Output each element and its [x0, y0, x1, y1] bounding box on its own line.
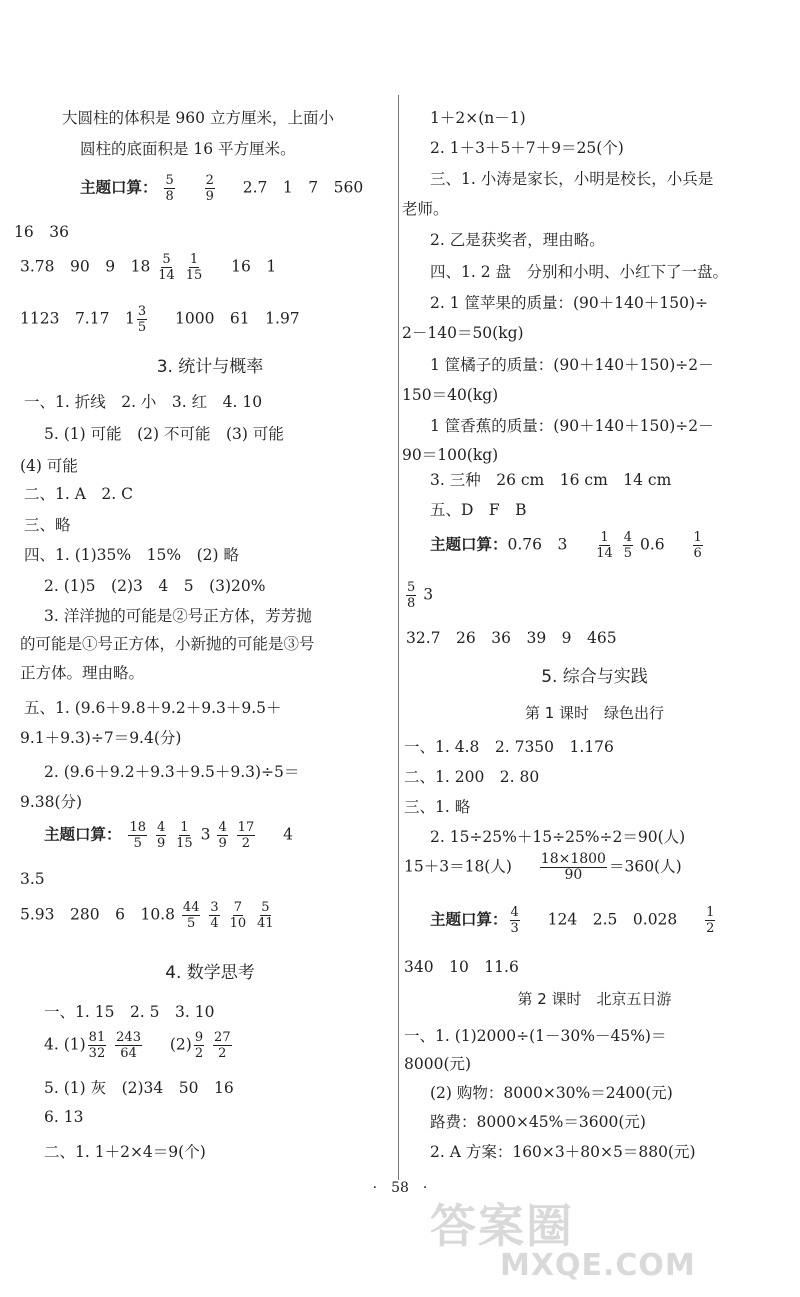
mental-math-line	[430, 530, 705, 561]
mental-math-line	[20, 304, 300, 335]
text-line: 2. (9.6＋9.2＋9.3＋9.5＋9.3)÷5＝	[44, 763, 300, 781]
fraction: $\frac{1}{15}$	[185, 252, 203, 283]
fraction: $\frac{243}{64}$	[116, 1030, 141, 1061]
text-line: 16 36	[14, 223, 69, 241]
mental-math-line	[430, 905, 717, 936]
text-line: 2. 15÷25%＋15÷25%÷2＝90(人)	[430, 828, 686, 846]
text-line: 1＋2×(n－1)	[430, 109, 526, 127]
answer-values: 3.78 90 9 18	[20, 257, 151, 276]
text-line: 9.1＋9.3)÷7＝9.4(分)	[20, 729, 182, 747]
section-title: 4. 数学思考	[165, 963, 255, 983]
section-title: 5. 综合与实践	[541, 667, 648, 687]
text-line: 正方体。理由略。	[20, 664, 145, 682]
text-line: 一、1. 折线 2. 小 3. 红 4. 10	[24, 393, 263, 411]
answer-values: 1123 7.17 1	[20, 309, 135, 328]
text-line: 90＝100(kg)	[402, 446, 499, 464]
text-line: 三、1. 略	[404, 798, 471, 816]
text-line: (2) 购物：8000×30%＝2400(元)	[430, 1084, 673, 1102]
text-line: 二、1. 200 2. 80	[404, 768, 540, 786]
fraction: $\frac{3}{4}$	[210, 900, 219, 931]
section-title: 3. 统计与概率	[156, 357, 264, 377]
text-line: 二、1. A 2. C	[24, 485, 133, 503]
answer-values: 124 2.5 0.028	[547, 910, 678, 929]
answer-values: (2)	[169, 1035, 192, 1054]
answer-values: 5.93 280 6 10.8	[20, 905, 175, 924]
mental-math-label: 主题口算：	[80, 177, 158, 197]
fraction: $\frac{81}{32}$	[88, 1030, 106, 1061]
mental-math-line	[404, 580, 433, 611]
text-line: 三、1. 小涛是家长，小明是校长，小兵是	[430, 170, 714, 188]
watermark-main: 答案圈	[430, 1199, 574, 1253]
lesson-title: 第 1 课时 绿色出行	[524, 704, 665, 722]
fraction: $\frac{5}{8}$	[165, 173, 174, 204]
mental-math-line	[20, 252, 276, 283]
column-divider	[398, 95, 399, 1180]
text-line: 5. (1) 可能 (2) 不可能 (3) 可能	[44, 425, 284, 443]
mental-math-label: 主题口算：	[430, 909, 508, 929]
fraction: $\frac{2}{9}$	[205, 173, 214, 204]
text-line: 1 筐香蕉的质量：(90＋140＋150)÷2－	[430, 417, 714, 435]
text-line: 四、1. (1)35% 15% (2) 略	[24, 546, 239, 564]
text-line: 2. (1)5 (2)3 4 5 (3)20%	[44, 577, 266, 595]
fraction: $\frac{5}{8}$	[407, 580, 416, 611]
fraction: $\frac{7}{10}$	[229, 900, 247, 931]
text-line: 2. 乙是获奖者，理由略。	[430, 231, 605, 249]
fraction: $\frac{5}{14}$	[158, 252, 175, 283]
mental-math-line	[80, 173, 363, 204]
fraction: $\frac{4}{9}$	[156, 820, 166, 851]
text-line: 340 10 11.6	[404, 958, 519, 976]
answer-values: 2.7 1 7 560	[242, 178, 364, 197]
text-line: 一、1. 15 2. 5 3. 10	[44, 1003, 215, 1021]
text-line: 圆柱的底面积是 16 平方厘米。	[80, 140, 296, 158]
mental-math-label: 主题口算：	[44, 824, 122, 844]
fraction: $\frac{1}{6}$	[693, 530, 702, 561]
text-line: 路费：8000×45%＝3600(元)	[430, 1113, 646, 1131]
fraction: $\frac{1}{15}$	[176, 820, 193, 851]
text-line	[44, 1030, 234, 1061]
text-line: 一、1. (1)2000÷(1－30%－45%)＝	[404, 1027, 667, 1045]
fraction: $\frac{17}{2}$	[237, 820, 255, 851]
page-number: · 58 ·	[372, 1180, 428, 1196]
text-line: 3.5	[20, 870, 45, 888]
answer-values: 4. (1)	[44, 1035, 86, 1054]
text-line: 8000(元)	[404, 1055, 472, 1073]
fraction: $\frac{4}{9}$	[218, 820, 227, 851]
text-line: 2. A 方案：160×3＋80×5＝880(元)	[430, 1143, 696, 1161]
answer-values: 3	[423, 585, 434, 604]
answer-values: 3	[200, 825, 211, 844]
answer-values: 4	[283, 825, 293, 844]
fraction: $\frac{4}{3}$	[510, 905, 519, 936]
text-line: 二、1. 1＋2×4＝9(个)	[44, 1143, 206, 1161]
watermark-url: MXQE.COM	[500, 1248, 696, 1283]
text-line: 五、D F B	[430, 501, 527, 519]
fraction: $\frac{1}{14}$	[596, 530, 613, 561]
fraction: $\frac{3}{5}$	[137, 304, 147, 335]
answer-values: 1000 61 1.97	[174, 309, 300, 328]
fraction: $\frac{5}{41}$	[257, 900, 274, 931]
text-line: 四、1. 2 盘 分别和小明、小红下了一盘。	[430, 263, 729, 281]
answer-values: ＝360(人)	[608, 857, 682, 876]
fraction: $\frac{1}{2}$	[706, 905, 715, 936]
text-line: 2. 1 筐苹果的质量：(90＋140＋150)÷	[430, 294, 708, 312]
text-line: 5. (1) 灰 (2)34 50 16	[44, 1079, 234, 1097]
text-line: 32.7 26 36 39 9 465	[406, 629, 617, 647]
mental-math-line	[44, 820, 293, 851]
mental-math-label: 主题口算：	[430, 534, 508, 554]
text-line: 2. 1＋3＋5＋7＋9＝25(个)	[430, 139, 624, 157]
answer-values: 0.76 3	[507, 535, 568, 554]
mental-math-line	[20, 900, 277, 931]
text-line: 1 筐橘子的质量：(90＋140＋150)÷2－	[430, 356, 714, 374]
text-line: 3. 三种 26 cm 16 cm 14 cm	[430, 471, 672, 489]
text-line	[404, 852, 682, 883]
answer-values: 16 1	[231, 257, 277, 276]
watermark-logo	[420, 1190, 790, 1290]
text-line: 三、略	[24, 516, 71, 534]
text-line: 老师。	[402, 200, 449, 218]
fraction: $\frac{18}{5}$	[129, 820, 146, 851]
answer-values: 0.6	[639, 535, 665, 554]
text-line: 大圆柱的体积是 960 立方厘米，上面小	[62, 109, 334, 127]
text-line: 五、1. (9.6＋9.8＋9.2＋9.3＋9.5＋	[24, 699, 282, 717]
text-line: (4) 可能	[20, 457, 78, 475]
text-line: 的可能是①号正方体，小新抛的可能是③号	[20, 635, 315, 653]
text-line: 2－140＝50(kg)	[402, 324, 524, 342]
fraction: $\frac{4}{5}$	[623, 530, 633, 561]
lesson-title: 第 2 课时 北京五日游	[517, 990, 672, 1008]
fraction: $\frac{27}{2}$	[214, 1030, 231, 1061]
text-line: 9.38(分)	[20, 793, 83, 811]
text-line: 3. 洋洋抛的可能是②号正方体，芳芳抛	[44, 607, 312, 625]
fraction: $\frac{44}{5}$	[182, 900, 200, 931]
fraction: $\frac{9}{2}$	[194, 1030, 204, 1061]
answer-values: 15＋3＝18(人)	[404, 857, 512, 876]
text-line: 6. 13	[44, 1108, 84, 1126]
text-line: 一、1. 4.8 2. 7350 1.176	[404, 738, 614, 756]
text-line: 150＝40(kg)	[402, 386, 499, 404]
fraction: $\frac{18\times 1800}{90}$	[540, 851, 606, 883]
